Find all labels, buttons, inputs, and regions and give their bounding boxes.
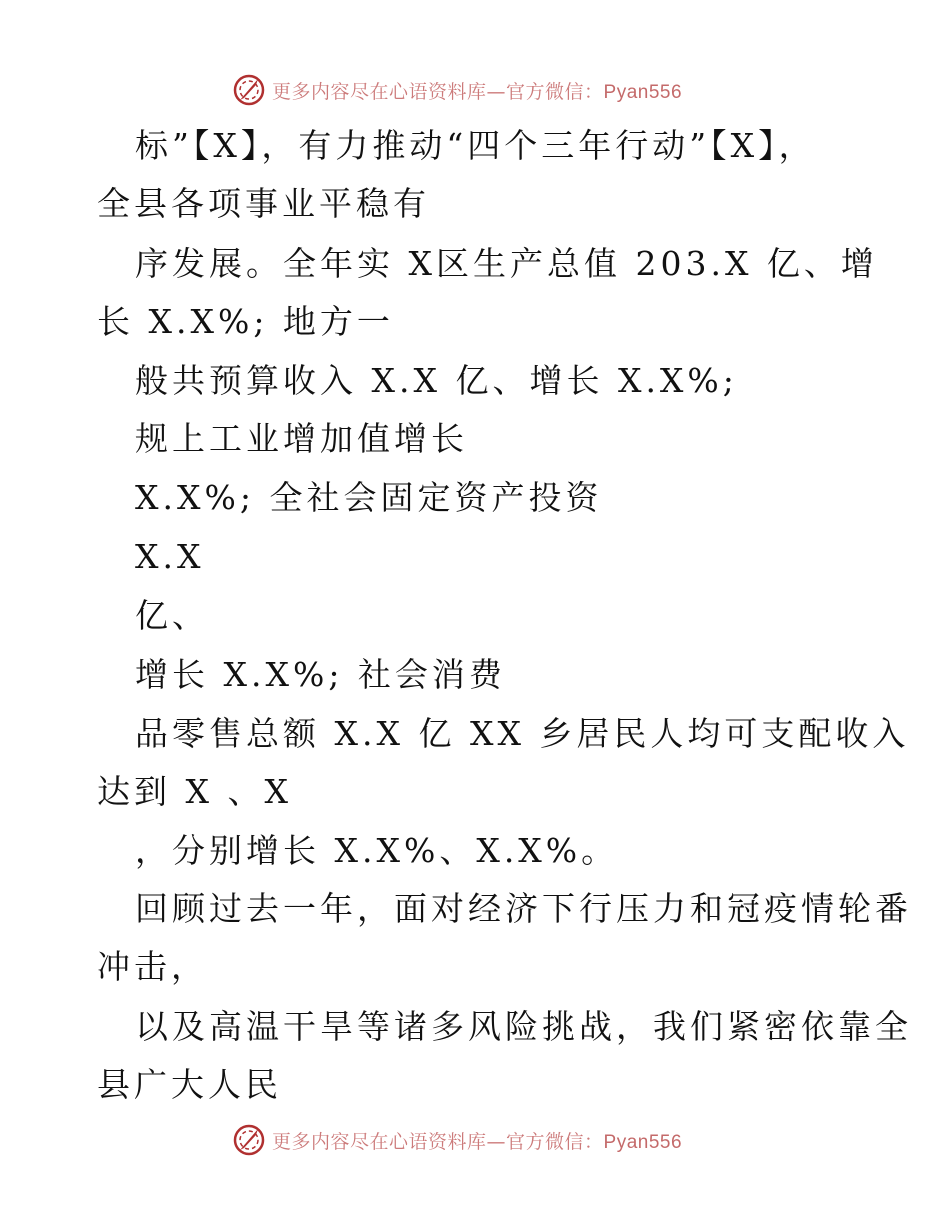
text-line: 冲击， <box>97 947 208 986</box>
text-line: X.X%; 全社会固定资产投资 <box>135 478 603 517</box>
quill-logo-icon <box>232 73 266 107</box>
text-line: 达到 X 、X <box>97 772 292 811</box>
watermark-label: 更多内容尽在心语资料库—官方微信： <box>272 1130 604 1153</box>
header-watermark <box>232 72 682 108</box>
text-line: 般共预算收入 X.X 亿、增长 X.X%; <box>135 361 738 400</box>
text-line: 全县各项事业平稳有 <box>97 184 430 223</box>
watermark-text <box>272 77 682 104</box>
watermark-text <box>272 1127 682 1154</box>
text-line: 品零售总额 X.X 亿 XX 乡居民人均可支配收入 <box>135 714 910 753</box>
text-line: 标”【X】，有力推动“四个三年行动”【X】， <box>135 126 816 165</box>
footer-watermark <box>232 1122 682 1158</box>
text-line: 以及高温干旱等诸多风险挑战，我们紧密依靠全 <box>135 1007 912 1046</box>
text-line: X.X <box>135 537 205 576</box>
watermark-wechat-id: Pyan556 <box>603 1131 683 1153</box>
text-line: 长 X.X%; 地方一 <box>97 302 394 341</box>
text-line: ，分别增长 X.X%、X.X%。 <box>135 831 619 870</box>
watermark-label: 更多内容尽在心语资料库—官方微信： <box>272 80 604 103</box>
text-line: 县广大人民 <box>97 1065 282 1104</box>
text-line: 序发展。全年实 X区生产总值 203.X 亿、增 <box>135 244 878 283</box>
watermark-wechat-id: Pyan556 <box>603 81 683 103</box>
text-line: 回顾过去一年，面对经济下行压力和冠疫情轮番 <box>135 889 912 928</box>
quill-logo-icon <box>232 1123 266 1157</box>
text-line: 增长 X.X%; 社会消费 <box>135 655 506 694</box>
text-line: 亿、 <box>135 596 209 635</box>
text-line: 规上工业增加值增长 <box>135 419 468 458</box>
